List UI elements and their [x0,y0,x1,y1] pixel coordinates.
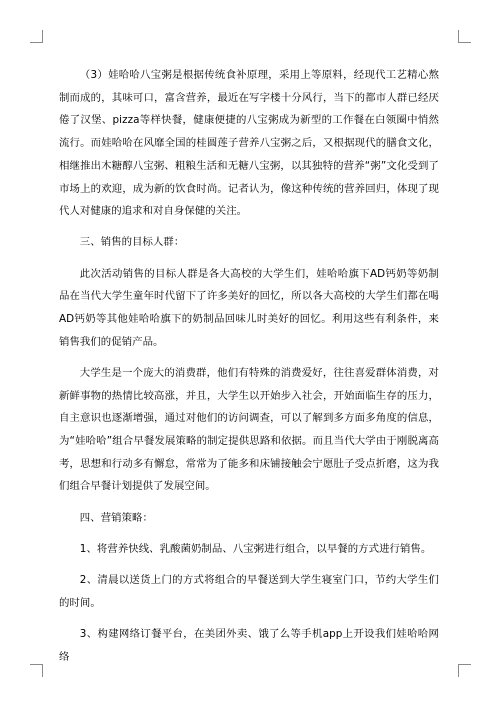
strategy-item-2: 2、清晨以送货上门的方式将组合的早餐送到大学生寝室门口，节约大学生们的时间。 [59,574,439,609]
document-body [59,64,439,677]
crop-mark-bottom-right [458,664,471,677]
crop-mark-bottom-left [30,664,43,677]
section-heading-marketing-strategy: 四、营销策略： [79,511,153,524]
strategy-item-1: 1、将营养快线、乳酸菌奶制品、八宝粥进行组合，以早餐的方式进行销售。 [79,542,432,555]
paragraph-student-consumers: 大学生是一个庞大的消费群，他们有特殊的消费爱好，往往喜爱群体消费，对新鲜事物的热情比较高涨，并且，大学生以开始步入社会，开始面临生存的压力，自主意识也逐渐增强，通过对他们的访问调查，可以了解到多方面多角度的信息，为“娃哈哈”组合早餐发展策略的制定提供思路和依据。而且当代大学由于刚脱离高考，思想和行动多有懈怠，常常为了能多和床铺接触会宁愿肚子受点折磨，这为我们组合早餐计划提供了发展空间。 [59,366,439,493]
strategy-item-3: 3、构建网络订餐平台，在美团外卖、饿了么等手机app上开设我们娃哈哈网络 [59,627,439,663]
crop-mark-top-right [458,30,471,43]
paragraph-target-audience: 此次活动销售的目标人群是各大高校的大学生们，娃哈哈旗下AD钙奶等奶制品在当代大学生童年时代留下了许多美好的回忆，所以各大高校的大学生们都在喝AD钙奶等其他娃哈哈旗下的奶制品回味儿时美好的回忆。利用这些有利条件，来销售我们的促销产品。 [59,267,439,348]
section-heading-target-audience: 三、销售的目标人群： [79,236,185,249]
crop-mark-top-left [30,30,43,43]
paragraph-babaozhou-intro: （3）娃哈哈八宝粥是根据传统食补原理，采用上等原料，经现代工艺精心熬制而成的，其味可口，富含营养，最近在写字楼十分风行，当下的都市人群已经厌倦了汉堡、pizza等样快餐，健康便捷的八宝粥成为新型的工作餐在白领圈中悄然流行。而娃哈哈在风靡全国的桂圆莲子营养八宝粥之后，又根据现代的膳食文化，相继推出木糖醇八宝粥、粗粮生活和无糖八宝粥，以其独特的营养“粥”文化受到了市场上的欢迎，成为新的饮食时尚。记者认为，像这种传统的营养回归，体现了现代人对健康的追求和对自身保健的关注。 [59,69,439,218]
